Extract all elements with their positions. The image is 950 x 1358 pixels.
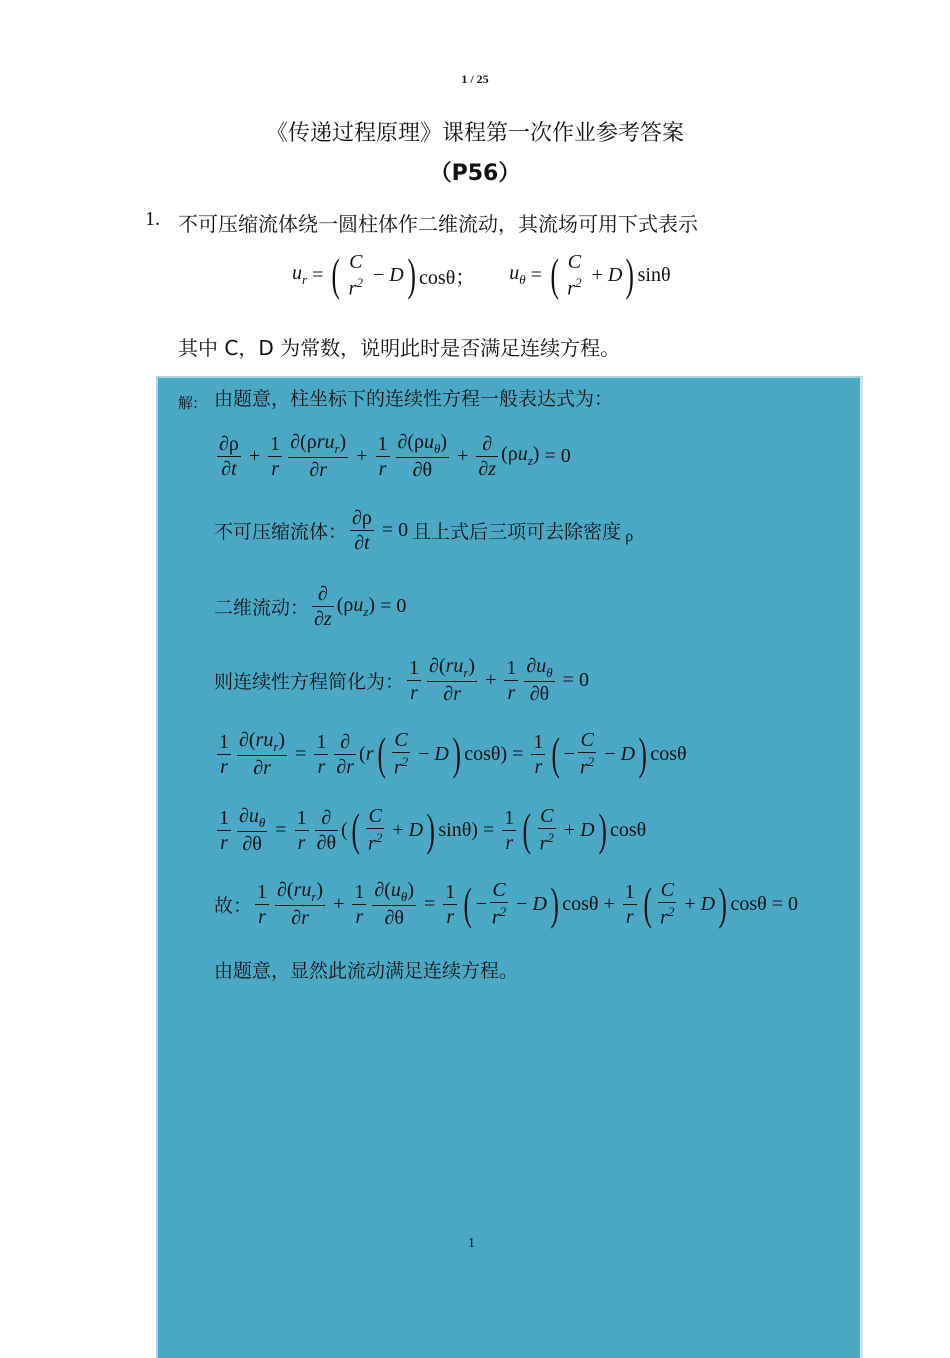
- given-velocity-equation: $u_r$ = ( C $r^2$ − D ) cosθ； $u_\theta$ = ( C $r^2$ + D ) sinθ: [292, 249, 671, 301]
- question-number: 1.: [145, 208, 160, 230]
- solution-label: 解:: [178, 394, 199, 412]
- two-dimensional-condition: 二维流动： $\frac{\partial}{\partial z}$ $(\rho u_z)$ = 0: [214, 583, 407, 630]
- page-counter: 1 / 25: [461, 72, 489, 86]
- question-condition: 其中 C，D 为常数，说明此时是否满足连续方程。: [178, 336, 621, 360]
- question-text: 不可压缩流体绕一圆柱体作二维流动，其流场可用下式表示: [178, 212, 698, 236]
- incompressible-label: 不可压缩流体：: [214, 521, 348, 543]
- document-title: 《传递过程原理》课程第一次作业参考答案: [265, 121, 684, 146]
- document-subtitle: （P56）: [429, 161, 521, 186]
- continuity-equation-general: $\frac{\partial\rho}{\partial t}$ + $\frac{1}{r}$ $\frac{\partial(\rho ru_r)}{\partial r}$ + $\frac{1}{r}$ $\frac{\partial(\rho u_\theta)}{\partial\theta}$ + $\frac{\partial}{\partial z}$ $(\rho u_z)$ = 0: [219, 431, 571, 481]
- two-d-label: 二维流动：: [214, 597, 310, 619]
- incompressible-tail: 且上式后三项可去除密度: [412, 521, 622, 543]
- therefore-label: 故：: [214, 894, 253, 917]
- solution-conclusion: 由题意，显然此流动满足连续方程。: [214, 960, 519, 982]
- rho-symbol: ρ: [625, 527, 634, 545]
- simplified-label: 则连续性方程简化为：: [214, 670, 405, 693]
- incompressible-condition: 不可压缩流体： $\frac{\partial\rho}{\partial t}$ = 0 且上式后三项可去除密度 ρ: [214, 507, 634, 554]
- solution-intro: 由题意，柱坐标下的连续性方程一般表达式为：: [214, 388, 614, 410]
- simplified-equation: 则连续性方程简化为： $\frac{1}{r}$ $\frac{\partial(ru_r)}{\partial r}$ + $\frac{1}{r}$ $\frac{\partial u_\theta}{\partial\theta}$ = 0: [214, 655, 589, 705]
- final-sum-equation: 故： $\frac{1}{r}$ $\frac{\partial(ru_r)}{\partial r}$ + $\frac{1}{r}$ $\frac{\partial(u_\theta)}{\partial\theta}$ = $\frac{1}{r}$ ( − $\frac{C}{r^2}$ − D ) cosθ + $\frac{1}{r}$ ( $\frac{C}{r^2}$ + D ) cosθ = 0: [214, 878, 798, 929]
- footer-page-number: 1: [468, 1236, 475, 1251]
- solution-box: [156, 376, 863, 1358]
- angular-term-derivation: $\frac{1}{r}$ $\frac{\partial u_\theta}{\partial\theta}$ = $\frac{1}{r}$ $\frac{\partial}{\partial\theta}$ ( ( $\frac{C}{r^2}$ + D ) sinθ) = $\frac{1}{r}$ ( $\frac{C}{r^2}$ + D ) cosθ: [219, 804, 647, 855]
- radial-term-derivation: $\frac{1}{r}$ $\frac{\partial(ru_r)}{\partial r}$ = $\frac{1}{r}$ $\frac{\partial}{\partial r}$ (r ( $\frac{C}{r^2}$ − D ) cosθ) = $\frac{1}{r}$ ( − $\frac{C}{r^2}$ − D ) cosθ: [219, 728, 687, 779]
